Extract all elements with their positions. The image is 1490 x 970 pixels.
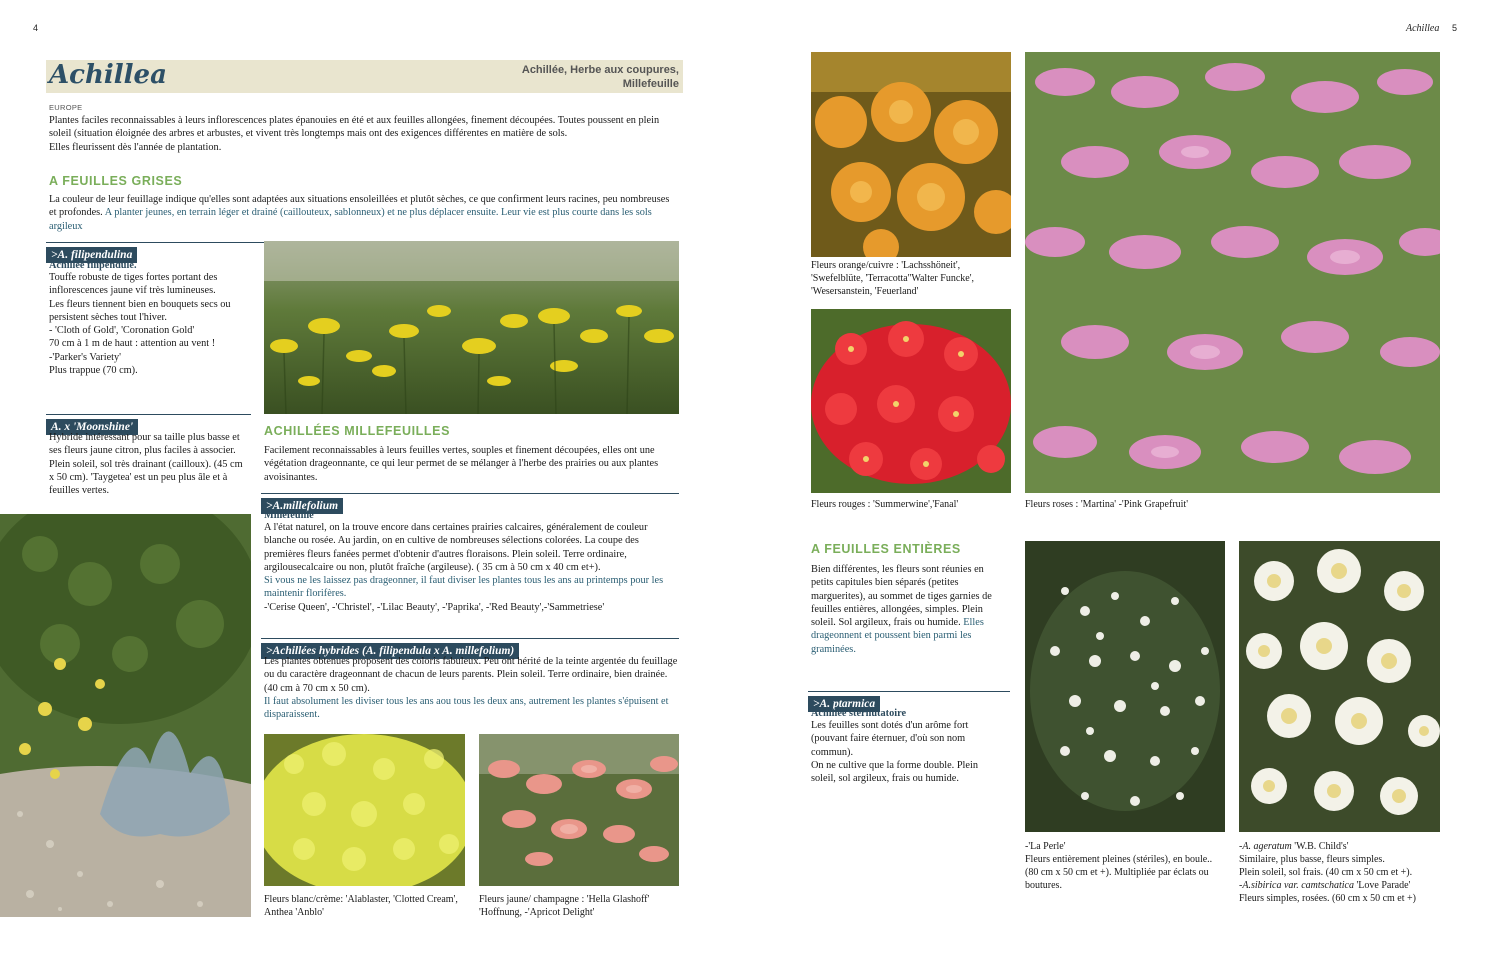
ageratum-line-5: Fleurs simples, rosées. (60 cm x 50 cm et +) (1239, 893, 1416, 904)
filipendulina-rule (46, 242, 264, 261)
filipendulina-line-4: 70 cm à 1 m de haut : attention au vent ! (49, 338, 216, 350)
photo-salmon (479, 734, 679, 886)
ptarmica-block (811, 708, 991, 785)
filipendulina-line-1: Touffe robuste de tiges fortes portant des inflorescences jaune vif très lumineuses. (49, 272, 218, 297)
caption-ageratum (1239, 840, 1444, 905)
millefolium-highlight: Si vous ne les laissez pas drageonner, il faut diviser les plantes tous les ans au printemps pour les maintenir florifères. (264, 575, 664, 600)
hybrides-rule (261, 638, 679, 657)
ageratum-line-4 (1239, 879, 1444, 892)
intro-paragraph: Plantes faciles reconnaissables à leurs inflorescences plates épanouies en été et aux feuilles allongées, finement découpées. Toutes poussent en plein soleil (situation éloignée des arbres et arbustes, et vivent très longtemps mais ont des exigences différentes en matière de sols. (49, 115, 660, 140)
sibirica-name: -A.sibirica var. camtschatica (1239, 880, 1354, 891)
feuilles-grises-text (49, 193, 679, 233)
filipendulina-line-5: -'Parker's Variety' (49, 351, 121, 363)
region-label: EUROPE (49, 103, 83, 112)
caption-pink: Fleurs roses : 'Martina' -'Pink Grapefruit' (1025, 499, 1189, 510)
la-perle-line-2: Fleurs entièrement pleines (stériles), en boule.. (80 cm x 50 cm et +). Multipliée par éclats ou boutures. (1025, 854, 1213, 891)
sibirica-cultivar: 'Love Parade' (1353, 880, 1411, 891)
page-subtitle (450, 63, 679, 91)
feuilles-entieres-paragraph: Bien différentes, les fleurs sont réunies en petits capitules bien séparés (petites marguerites), au sommet de tiges garnies de feuilles entières, allongées, simples. Plein soleil. Sol argileux, frais ou humide. (811, 564, 992, 629)
subtitle-line-1: Achillée, Herbe aux coupures, (521, 64, 679, 76)
section-heading-feuilles-grises: A FEUILLES GRISES (49, 174, 183, 188)
photo-orange (811, 52, 1011, 257)
caption-red: Fleurs rouges : 'Summerwine','Fanal' (811, 499, 959, 510)
filipendulina-line-3: - 'Cloth of Gold', 'Coronation Gold' (49, 325, 195, 337)
photo-pink (1025, 52, 1440, 493)
ageratum-cultivar: 'W.B. Child's' (1291, 841, 1349, 852)
millefolium-cultivars: -'Cerise Queen', -'Christel', -'Lilac Beauty', -'Paprika', -'Red Beauty',-'Sammetriese' (264, 601, 605, 613)
page-title: Achillea (49, 60, 167, 90)
ageratum-line-2: Similaire, plus basse, fleurs simples. (1239, 854, 1385, 865)
ageratum-name: -A. ageratum (1239, 841, 1292, 852)
photo-ageratum (1239, 541, 1440, 832)
moonshine-tag: A. x 'Moonshine' (46, 419, 138, 435)
millefolium-tag: >A.millefolium (261, 498, 343, 514)
ptarmica-rule (808, 691, 1010, 710)
photo-filipendulina-yellow (264, 241, 679, 414)
moonshine-rule (46, 414, 251, 433)
hybrides-highlight: Il faut absolument les diviser tous les ans aou tous les deux ans, autrement les plantes s'épuisent et disparaissent. (264, 695, 669, 721)
photo-moonshine-garden (0, 514, 251, 917)
page-number-left: 4 (33, 23, 39, 33)
ptarmica-text-2: On ne cultive que la forme double. Plein soleil, sol argileux, frais ou humide. (811, 759, 978, 785)
ageratum-line-3: Plein soleil, sol frais. (40 cm x 50 cm et +). (1239, 867, 1413, 878)
feuilles-entieres-text (811, 563, 1008, 656)
millefolium-block (264, 510, 679, 614)
filipendulina-line-6: Plus trappue (70 cm). (49, 365, 138, 377)
page-number-right: 5 (1452, 23, 1458, 33)
ptarmica-text: Les feuilles sont dotés d'un arôme fort (pouvant faire éternuer, d'où son nom commun). (811, 720, 969, 758)
photo-la-perle (1025, 541, 1225, 832)
moonshine-text: Hybride intéressant pour sa taille plus basse et ses fleurs jaune citron, plus faciles à associer. Plein soleil, sol très drainant (cailloux). (45 cm x 50 cm). 'Taygetea' est un peu plus âle et à feuilles vertes. (49, 432, 243, 497)
intro-paragraph-2: Elles fleurissent dès l'année de plantation. (49, 141, 222, 153)
filipendulina-tag: >A. filipendulina (46, 247, 137, 263)
filipendulina-block (49, 260, 249, 377)
subtitle-line-2: Millefeuille (622, 78, 679, 90)
caption-salmon: Fleurs jaune/ champagne : 'Hella Glashoff' 'Hoffnung, -'Apricot Delight' (479, 894, 650, 918)
section-heading-millefeuilles: ACHILLÉES MILLEFEUILLES (264, 424, 451, 438)
millefolium-rule (261, 493, 679, 512)
running-head: Achillea (1406, 23, 1440, 34)
caption-pale-yellow: Fleurs blanc/crème: 'Alablaster, 'Clotted Cream', Anthea 'Anblo' (264, 894, 458, 918)
ptarmica-tag: >A. ptarmica (808, 696, 880, 712)
millefolium-text: A l'état naturel, on la trouve encore dans certaines prairies calcaires, généralement de couleur blanche ou rosée. Au jardin, on en cultive de nombreuses sélections colorées. La coupe des premières fleurs fanées permet d'obtenir d'autres floraisons. Plein soleil. Terre ordinaire, argilousecalcaire ou non, plutôt fraîche (argileuse). ( 35 cm à 50 cm x 40 cm et+). (264, 522, 648, 573)
ageratum-line-1 (1239, 840, 1444, 853)
feuilles-entieres-highlight: Elles drageonnent et poussent bien parmi les graminées. (811, 617, 984, 655)
photo-pale-yellow (264, 734, 465, 886)
feuilles-grises-paragraph: La couleur de leur feuillage indique qu'elles sont adaptées aux situations ensoleillées et plutôt sèches, ce que confirment leurs racines, peu nombreuses et profondes. (49, 194, 670, 219)
section-heading-feuilles-entieres: A FEUILLES ENTIÈRES (811, 542, 961, 556)
caption-la-perle (1025, 840, 1220, 892)
caption-orange: Fleurs orange/cuivre : 'Lachsshöneit', 'Swefelblüte, 'Terracotta''Walter Funcke', 'Wesersanstein, 'Feuerland' (811, 260, 974, 297)
la-perle-line-1: -'La Perle' (1025, 841, 1066, 852)
ptarmica-common-name: Achillée sternutatoire (811, 708, 907, 719)
filipendulina-line-2: Les fleurs tiennent bien en bouquets secs ou persistent sèches tout l'hiver. (49, 298, 231, 323)
photo-red (811, 309, 1011, 493)
millefeuilles-text: Facilement reconnaissables à leurs feuilles vertes, souples et finement découpées, elles ont une végétation drageonnante, ce qui leur permet de se mélanger à l'herbe des prairies ou aux plantes avoisinantes. (264, 445, 659, 483)
hybrides-tag: >Achillées hybrides (A. filipendula x A. millefolium) (261, 643, 519, 659)
millefolium-common-name: Millefeuille (264, 510, 314, 521)
filipendulina-common-name: Achillée filipendule. (49, 260, 137, 271)
hybrides-text: Les plantes obtenues proposent des coloris fabuleux. Peu ont hérité de la teinte argentée du feuillage ou du caractère drageonnant de chacun de leurs parents. Plein soleil. Terre ordinaire, bien drainée. (40 cm à 70 cm x 50 cm). (264, 656, 678, 694)
hybrides-block (264, 655, 679, 721)
feuilles-grises-highlight: A planter jeunes, en terrain léger et drainé (caillouteux, sablonneux) et ne plus déplacer ensuite. Leur vie est plus courte dans les sols argileux (49, 207, 652, 232)
intro-text (49, 114, 679, 154)
